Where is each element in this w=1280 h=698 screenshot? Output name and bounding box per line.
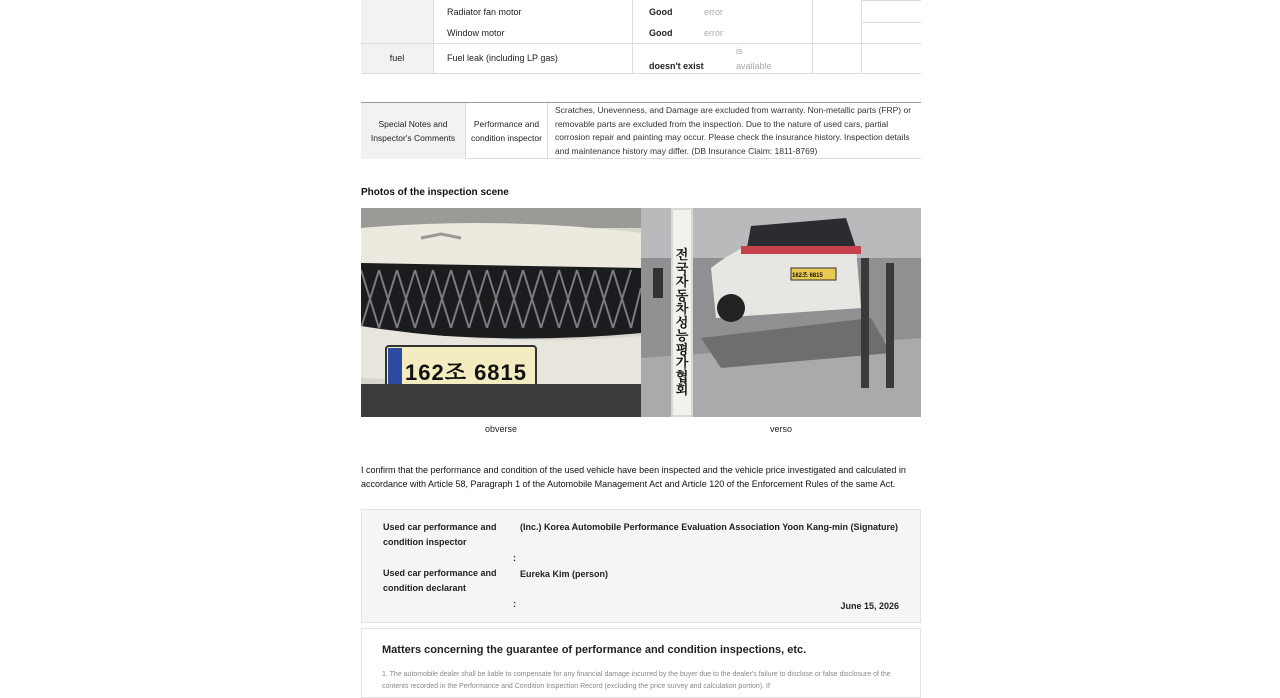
status-fuel-leak-line2: available	[736, 61, 772, 71]
signature-date: June 15, 2026	[840, 601, 899, 611]
special-notes-table	[361, 102, 921, 159]
result-fuel-leak: doesn't exist	[649, 61, 704, 71]
inspector-colon: :	[513, 553, 516, 563]
result-window-motor: Good	[649, 28, 673, 38]
pillar-sign-text: 전국자동차성능평가협회	[675, 247, 689, 397]
guarantee-matters-section	[361, 628, 921, 698]
status-window-motor: error	[704, 28, 724, 38]
item-fuel-leak: Fuel leak (including LP gas)	[447, 53, 558, 63]
matters-text: 1. The automobile dealer shall be liable to compensate for any financial damage incurred by the buyer due to the dealer's failure to disclose or false disclosure of the contents recorded in the Performance and Condition Inspection Record (excluding the price survey and calculation portion). If	[382, 671, 891, 690]
table-divider	[361, 73, 921, 74]
item-window-motor: Window motor	[447, 28, 505, 38]
table-divider	[361, 43, 921, 44]
table-divider	[433, 0, 434, 73]
rear-photo	[641, 208, 921, 417]
notes-label: Special Notes and Inspector's Comments	[361, 103, 465, 159]
matters-title: Matters concerning the guarantee of performance and condition inspections, etc.	[382, 644, 807, 656]
table-divider	[861, 0, 862, 73]
declarant-label: Used car performance and condition declarant	[383, 568, 497, 593]
front-photo-caption: obverse	[484, 424, 518, 434]
rear-photo-caption: verso	[769, 424, 792, 434]
table-divider	[812, 0, 813, 73]
front-license-plate: 162조 6815	[405, 360, 528, 385]
item-radiator-fan-motor: Radiator fan motor	[447, 7, 522, 17]
notes-role: Performance and condition inspector	[465, 103, 548, 159]
photos-title: Photos of the inspection scene	[361, 187, 509, 198]
inspector-label: Used car performance and condition inspector	[383, 522, 497, 547]
table-divider	[861, 0, 921, 1]
rear-license-plate: 162조 6815	[792, 273, 823, 279]
table-divider	[861, 22, 921, 23]
status-fuel-leak-line1: is	[736, 46, 743, 56]
front-photo	[361, 208, 641, 417]
declarant-colon: :	[513, 599, 516, 609]
category-cell-fuel: fuel	[361, 44, 433, 73]
category-cell	[361, 0, 433, 43]
declarant-value: Eureka Kim (person)	[520, 569, 609, 579]
notes-text: Scratches, Unevenness, and Damage are excluded from warranty. Non-metallic parts (FRP) or removable parts are excluded from the inspection. Due to the nature of used cars, partial corrosion repair and painting may occur. Please check the insurance history. Inspection details and maintenance history may differ. (DB Insurance Claim: 1811-8769)	[555, 105, 912, 156]
result-radiator-fan-motor: Good	[649, 7, 673, 17]
signature-box	[361, 509, 921, 623]
inspector-value: (Inc.) Korea Automobile Performance Evaluation Association Yoon Kang-min (Signature)	[520, 522, 899, 532]
confirmation-statement: I confirm that the performance and condition of the used vehicle have been inspected and the vehicle price investigated and calculated in accordance with Article 58, Paragraph 1 of the Automobile Management Act and Article 120 of the Enforcement Rules of the same Act.	[361, 465, 906, 489]
table-divider	[632, 0, 633, 73]
status-radiator-fan-motor: error	[704, 7, 724, 17]
